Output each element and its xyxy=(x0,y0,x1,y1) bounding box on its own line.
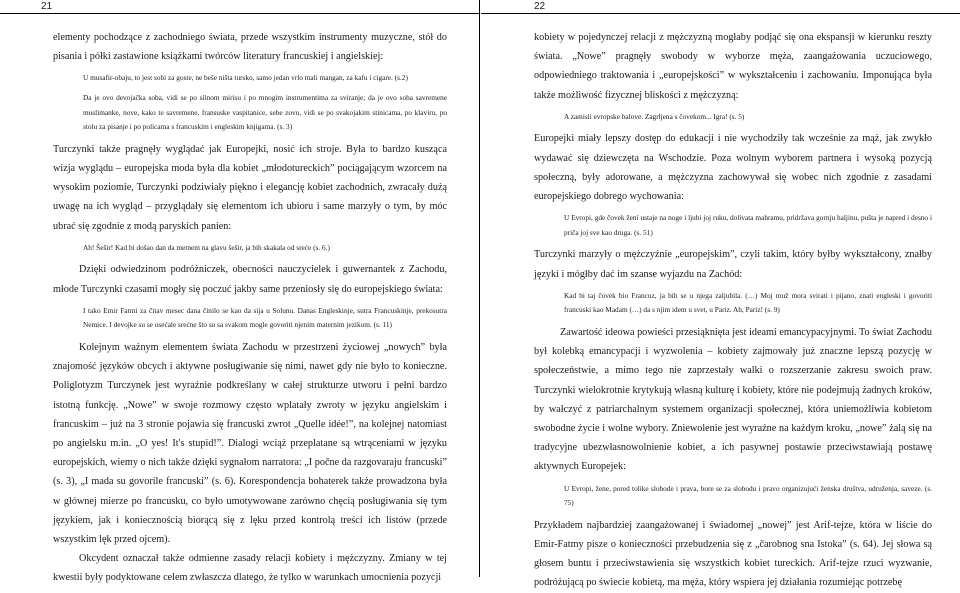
block-quote: A zamisli evropske balove. Zagrljena s čovekom... Igra! (s. 5) xyxy=(564,111,745,121)
left-page-content xyxy=(53,28,447,588)
paragraph: Turczynki także pragnęły wyglądać jak Europejki, nosić ich stroje. Była to bardzo kusząca wizja wyglądu – europejska moda była dla kobiet „młodotureckich” pociągającym wzorcem na wysokim poziomie, Turczynki podziwiały piękno i elegancję kobiet zachodnich, zwracały dużą uwagę na ich wygląd – przyglądały się elementom ich ubioru i same marzyły o tym, by móc ubrać się zgodnie z modą paryskich panien: xyxy=(53,143,447,232)
page-number-left: 21 xyxy=(41,1,53,12)
right-page-content xyxy=(534,28,932,593)
paragraph: Kolejnym ważnym elementem świata Zachodu w przestrzeni życiowej „nowych” była znajomość języków obcych i aktywne posługiwanie się nimi, nawet gdy nie było to konieczne. Poliglotyzm Turczynek jest wyraźnie podkreślany w całej strukturze utworu i pełni bardzo istotną funkcję. „Nowe” w swoje rozmowy często wplatały zwroty w języku angielskim i francuskim – już na 3 stronie pojawia się francuski zwrot „Quelle idée!”, na kolejnej natomiast po angielsku m.in. „O yes! It's stupid!”. Dialogi wciąż przeplatane są wtrąceniami w języku europejskich, wiemy o nich także dzięki sygnałom narratora: „I počne da razgovaraju francuski” (s. 3), „I mada su govorile francuski” (s. 6). Korespondencja bohaterek także prowadzona była w głównej mierze po francusku, co było umotywowane zarówno chęcią posługiwania się tym językiem, jak i koniecznością biorącą się z lęku przed kontrolą treści ich listów (przede wszystkim lęk przed ojcem). xyxy=(53,341,447,546)
paragraph: Okcydent oznaczał także odmienne zasady relacji kobiety i mężczyzny. Zmiany w tej kwestii były podyktowane celem zwłaszcza dlatego, że tylko w warunkach umocnienia pozycji xyxy=(53,553,447,584)
paragraph: Europejki miały lepszy dostęp do edukacji i nie wychodziły tak wcześnie za mąż, jak zwykło wydawać się dziewczęta na Wschodzie. Poza wolnym wyborem partnera i wysoką pozycją społeczną, były adorowane, a mężczyzna zachowywał się wobec nich zgodnie z zasadami europejskiego dobrego wychowania: xyxy=(534,133,932,203)
block-quote: Da je ovo devojačka soba, vidi se po silnom mirisu i po mnogim instrumentima za sviranje; da je ovo soba savremene muslimanke, nove, kako te savremene, fransuske vaspitanice, sebe zovu, vidi se po svakojakim stinicama, po klaviru, po stolu za pisanje i po policama s francuskim i engleskim knjigama. (s. 3) xyxy=(83,93,447,132)
block-quote: Ah! Šešir! Kad bi došao dan da metnem na glavu šešir, ja bih skakala od sreće (s. 6.) xyxy=(83,242,330,252)
right-page xyxy=(481,0,960,589)
paragraph: elementy pochodzące z zachodniego świata, przede wszystkim instrumenty muzyczne, stół do pisania i półki zastawione książkami twórców literatury francuskiej i angielskiej: xyxy=(53,32,447,63)
left-page xyxy=(0,0,480,584)
paragraph: Dzięki odwiedzinom podróżniczek, obecności nauczycielek i guwernantek z Zachodu, młode Turczynki czasami mogły się poczuć jakby same przeniosły się do europejskiego świata: xyxy=(53,264,447,295)
right-page-header xyxy=(481,0,960,14)
block-quote: U Evropi, gde čovek žení ustaje na noge i ljubi joj ruku, dolivata mahramu, pridržava gornju haljinu, pušta je napred i desno i priča joj sve kao druga. (s. 51) xyxy=(564,213,932,237)
paragraph: Zawartość ideowa powieści przesiąknięta jest ideami emancypacyjnymi. To świat Zachodu był kolebką emancypacji i wyzwolenia – kobiety zajmowały już znaczne lepszą pozycję w społeczeństwie, a mimo tego nie zaprzestały walki o rozszerzanie zakresu swoich praw. Turczynki wielokrotnie krytykują własną kulturę i kobiety, które nie podejmują żadnych kroków, by wałczyć z patriarchalnym systemem organizacji społecznej, która uniemożliwia kobietom swobodne życie i wolne wybory. Zniewolenie jest wyraźne na każdym kroku, „nowe” żalą się na tradycyjne ubezwłasnowolnienie kobiet, a ich pasywnej postawie przeciwstawiają postawę aktywnych Europejek: xyxy=(534,327,932,473)
block-quote: U Evropi, žene, pored tolike slobode i prava, bore se za slobodu i pravo organizujući ženska društva, udruženja, saveze. (s. 75) xyxy=(564,483,932,508)
paragraph: Przykładem najbardziej zaangażowanej i świadomej „nowej” jest Arif-tejze, która w liście do Emir-Fatmy pisze o konieczności przebudzenia się z „čarobnog sna Istoka” (s. 64). Jej słowa są głosem buntu i przeciwstawienia się wszystkich kobiet tureckich. Arif-tejze rzuci wyzwanie, podróżującą po świecie kobietą, ma męża, który wspiera jej działania rozumiejąc potrzebę xyxy=(534,519,932,589)
paragraph: Turczynki marzyły o mężczyźnie „europejskim”, czyli takim, który byłby wykształcony, znałby języki i mógłby dać im szanse wyjazdu na Zachód: xyxy=(534,249,932,280)
block-quote: I tako Emir Fatmi za čitav mesec dana činilo se kao da sija u Solunu. Danas Engleskinje, sutra Francuskinje, prekosutra Nemice. I devojke su se osećale srećne što su sa svakom mogle govoriti njenim materním jezikom. (s. 11) xyxy=(83,305,447,330)
paragraph: kobiety w pojedynczej relacji z mężczyzną mogłaby podjąć się ona ekspansji w kierunku reszty świata. „Nowe” pragnęły swobody w wyborze męża, zaangażowania uczuciowego, odpowiedniego traktowania i „europejskości” w wykształceniu i zachowaniu. Imponująca była także możliwość fizycznej bliskości z mężczyzną: xyxy=(534,32,932,101)
block-quote: Kad bi taj čovek bio Francuz, ja bih se u njega zaljubila. (…) Moj muž mora svirati i pijano, znati engleski i govoriti francuski kao Madam (…) da s njim idem u svet, u Pariz. Ah, Pariz! (s. 9) xyxy=(564,290,932,315)
left-page-header xyxy=(0,0,479,14)
block-quote: U musafir-obaju, to jest sobi za goste, ne beše ništa tursko, samo jedan vrlo mali mangan, za kafu i cigare. (s.2) xyxy=(83,73,408,83)
page-number-right: 22 xyxy=(534,1,546,12)
